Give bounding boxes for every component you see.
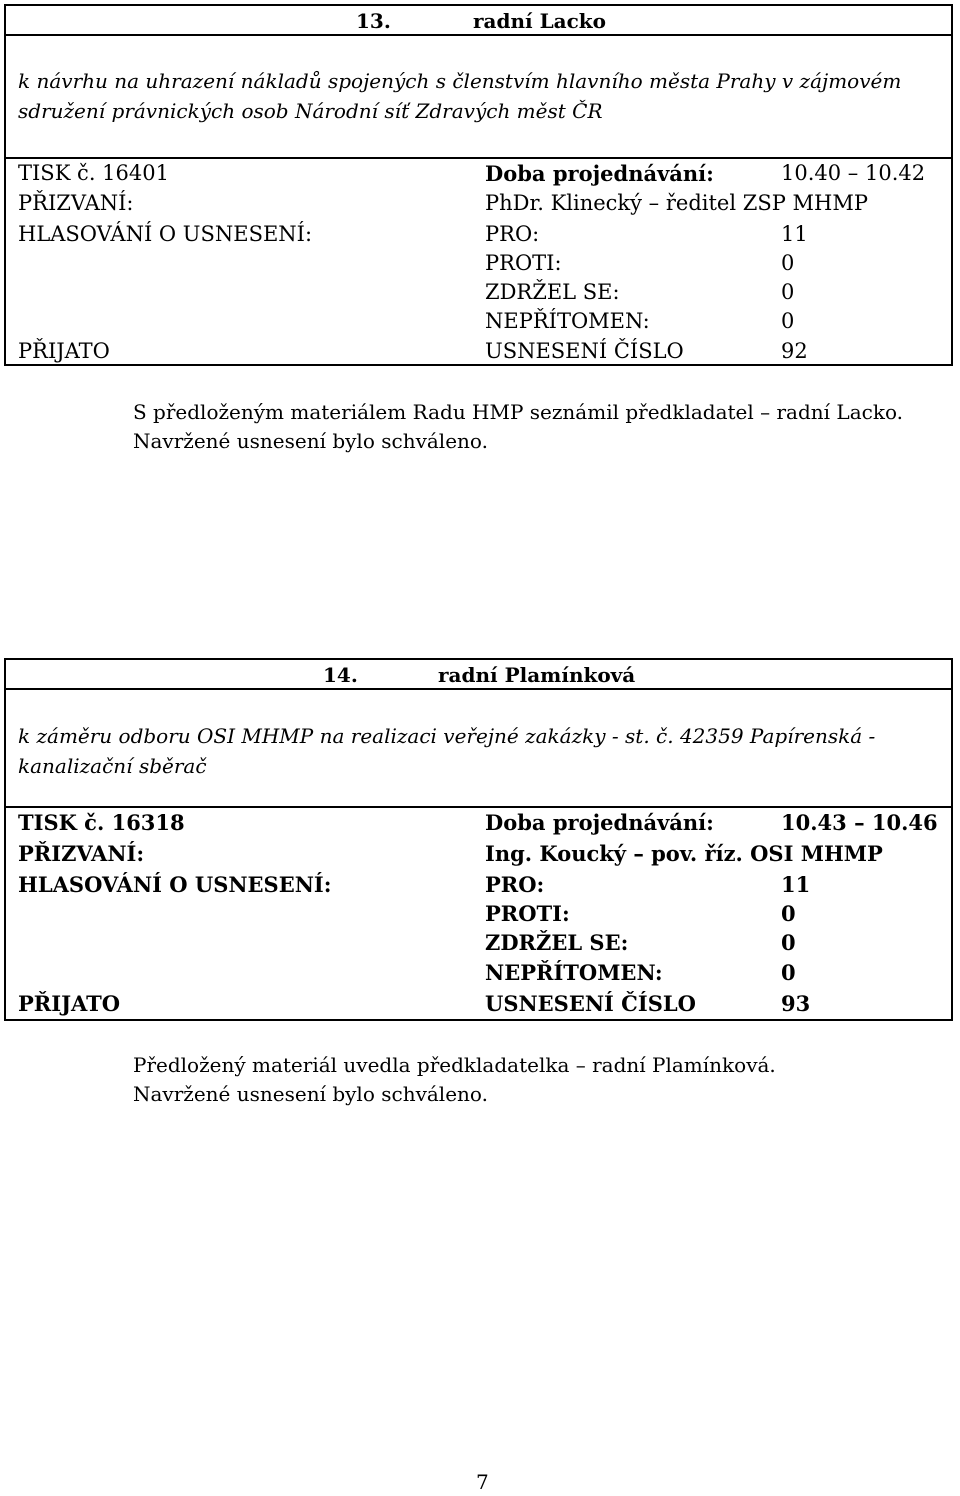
zdrzel-value: 0 [781, 280, 795, 304]
item-subject-line: k záměru odboru OSI MHMP na realizaci veřejné zakázky - st. č. 42359 Papírenská - [18, 724, 876, 748]
proti-value: 0 [781, 901, 796, 926]
zdrzel-label: ZDRŽEL SE: [485, 280, 620, 304]
pro-label: PRO: [485, 222, 540, 246]
proti-label: PROTI: [485, 251, 562, 275]
prizvani-value: PhDr. Klinecký – ředitel ZSP MHMP [485, 191, 868, 215]
tisk-number: TISK č. 16401 [18, 161, 169, 185]
pro-value: 11 [781, 872, 811, 897]
item-number: 13. [356, 9, 391, 33]
item-subject-line: sdružení právnických osob Národní síť Zdravých měst ČR [18, 99, 603, 123]
item-subject-line: kanalizační sběrač [18, 754, 207, 778]
tisk-number: TISK č. 16318 [18, 810, 185, 835]
nepritomen-value: 0 [781, 960, 796, 985]
zdrzel-value: 0 [781, 930, 796, 955]
item-note-line: Předložený materiál uvedla předkladatelka – radní Plamínková. [133, 1053, 776, 1077]
usneseni-label: USNESENÍ ČÍSLO [485, 991, 696, 1016]
item-subject-box [4, 690, 953, 808]
hlasovani-label: HLASOVÁNÍ O USNESENÍ: [18, 222, 313, 246]
usneseni-value: 93 [781, 991, 811, 1016]
item-header [4, 4, 953, 36]
doba-label: Doba projednávání: [485, 161, 714, 186]
nepritomen-label: NEPŘÍTOMEN: [485, 309, 650, 333]
agenda-item-13 [4, 4, 953, 366]
item-subject-line: k návrhu na uhrazení nákladů spojených s členstvím hlavního města Prahy v zájmovém [18, 69, 902, 93]
item-voting-box [4, 159, 953, 366]
item-note-line: Navržené usnesení bylo schváleno. [133, 1082, 488, 1106]
prizvani-value: Ing. Koucký – pov. říz. OSI MHMP [485, 841, 883, 866]
prizvani-label: PŘIZVANÍ: [18, 191, 134, 215]
item-header [4, 658, 953, 690]
usneseni-value: 92 [781, 339, 808, 363]
proti-value: 0 [781, 251, 795, 275]
pro-value: 11 [781, 222, 808, 246]
nepritomen-label: NEPŘÍTOMEN: [485, 960, 663, 985]
prizvani-label: PŘIZVANÍ: [18, 841, 145, 866]
usneseni-label: USNESENÍ ČÍSLO [485, 339, 684, 363]
doba-value: 10.40 – 10.42 [781, 161, 926, 185]
item-number: 14. [323, 663, 358, 687]
doba-value: 10.43 – 10.46 [781, 810, 938, 835]
nepritomen-value: 0 [781, 309, 795, 333]
item-proposer: radní Plamínková [438, 663, 636, 687]
result-status: PŘIJATO [18, 991, 121, 1016]
pro-label: PRO: [485, 872, 545, 897]
doba-label: Doba projednávání: [485, 810, 714, 835]
item-proposer: radní Lacko [473, 9, 606, 33]
item-voting-box [4, 808, 953, 1021]
hlasovani-label: HLASOVÁNÍ O USNESENÍ: [18, 872, 332, 897]
item-subject-box [4, 36, 953, 159]
proti-label: PROTI: [485, 901, 570, 926]
agenda-item-14 [4, 658, 953, 1021]
item-note-line: S předloženým materiálem Radu HMP seznámil předkladatel – radní Lacko. [133, 400, 903, 424]
zdrzel-label: ZDRŽEL SE: [485, 930, 629, 955]
result-status: PŘIJATO [18, 339, 110, 363]
page-number: 7 [476, 1470, 489, 1494]
item-note-line: Navržené usnesení bylo schváleno. [133, 429, 488, 453]
